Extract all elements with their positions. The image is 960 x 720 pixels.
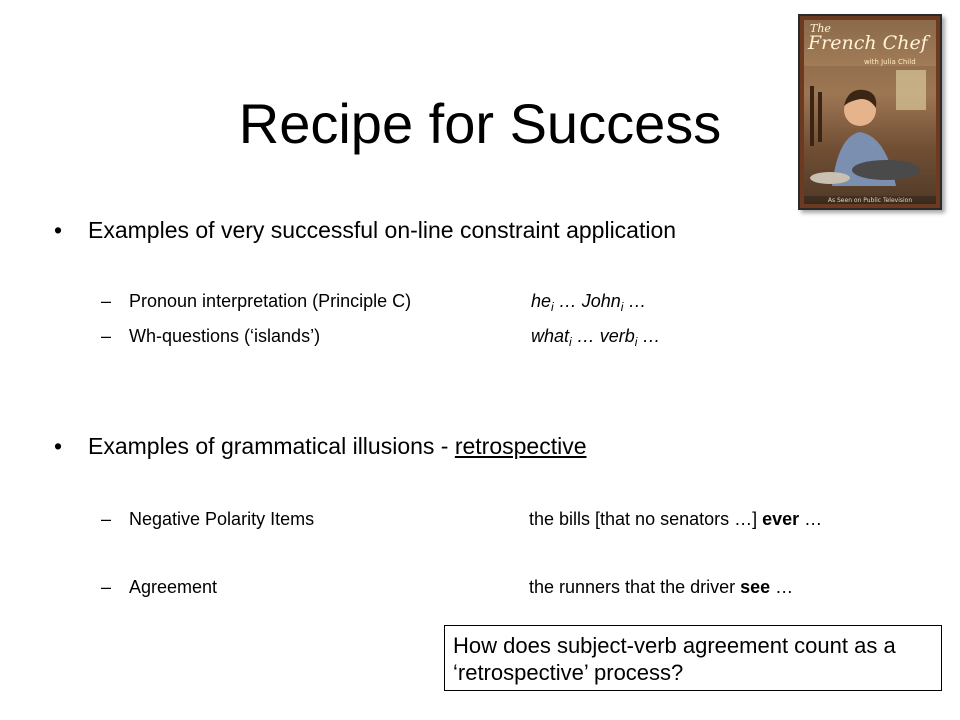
sub-dash: – bbox=[101, 326, 112, 346]
example-word: he bbox=[531, 291, 552, 311]
poster-footer: As Seen on Public Television bbox=[827, 197, 913, 204]
retrospective-underlined: retrospective bbox=[454, 433, 587, 459]
french-chef-poster bbox=[798, 14, 942, 210]
slide-title: Recipe for Success bbox=[238, 92, 722, 155]
sub-label: Agreement bbox=[129, 577, 218, 597]
index-subscript: i bbox=[569, 335, 572, 349]
example-text: the runners that the driver bbox=[529, 577, 741, 597]
example-word: what bbox=[531, 326, 570, 346]
sub-dash: – bbox=[101, 291, 112, 311]
example-word: … verb bbox=[571, 326, 635, 346]
poster-subtitle: with Julia Child bbox=[864, 58, 916, 66]
example-bold-word: see bbox=[740, 577, 771, 597]
example-ellipsis: … bbox=[637, 326, 661, 346]
example-ellipsis: … bbox=[623, 291, 647, 311]
sub-label: Negative Polarity Items bbox=[129, 509, 315, 529]
example-agreement bbox=[529, 575, 793, 599]
bullet-text bbox=[88, 431, 587, 461]
example-ellipsis: … bbox=[799, 509, 823, 529]
index-subscript: i bbox=[620, 300, 624, 314]
example-bold-word: ever bbox=[762, 509, 800, 529]
example-pronoun bbox=[531, 289, 646, 313]
bullet-text-main: Examples of grammatical illusions - bbox=[88, 433, 455, 459]
question-callout-box: How does subject-verb agreement count as a ‘retrospective’ process? bbox=[444, 625, 942, 691]
sub-label: Wh-questions (‘islands’) bbox=[129, 326, 321, 346]
sub-label: Pronoun interpretation (Principle C) bbox=[129, 291, 412, 311]
bullet-dot: • bbox=[54, 433, 63, 459]
bullet-text: Examples of very successful on-line constraint application bbox=[88, 217, 677, 243]
example-npi bbox=[529, 507, 822, 531]
sub-dash: – bbox=[101, 577, 112, 597]
example-word: … John bbox=[553, 291, 621, 311]
poster-title-the: The bbox=[810, 22, 831, 35]
bullet-dot: • bbox=[54, 217, 63, 243]
poster-title: French Chef bbox=[808, 32, 928, 54]
chef-illustration bbox=[804, 66, 936, 196]
example-ellipsis: … bbox=[770, 577, 794, 597]
sub-dash: – bbox=[101, 509, 112, 529]
example-wh bbox=[531, 324, 660, 348]
example-text: the bills [that no senators …] bbox=[529, 509, 763, 529]
index-subscript: i bbox=[551, 300, 554, 314]
index-subscript: i bbox=[634, 335, 638, 349]
